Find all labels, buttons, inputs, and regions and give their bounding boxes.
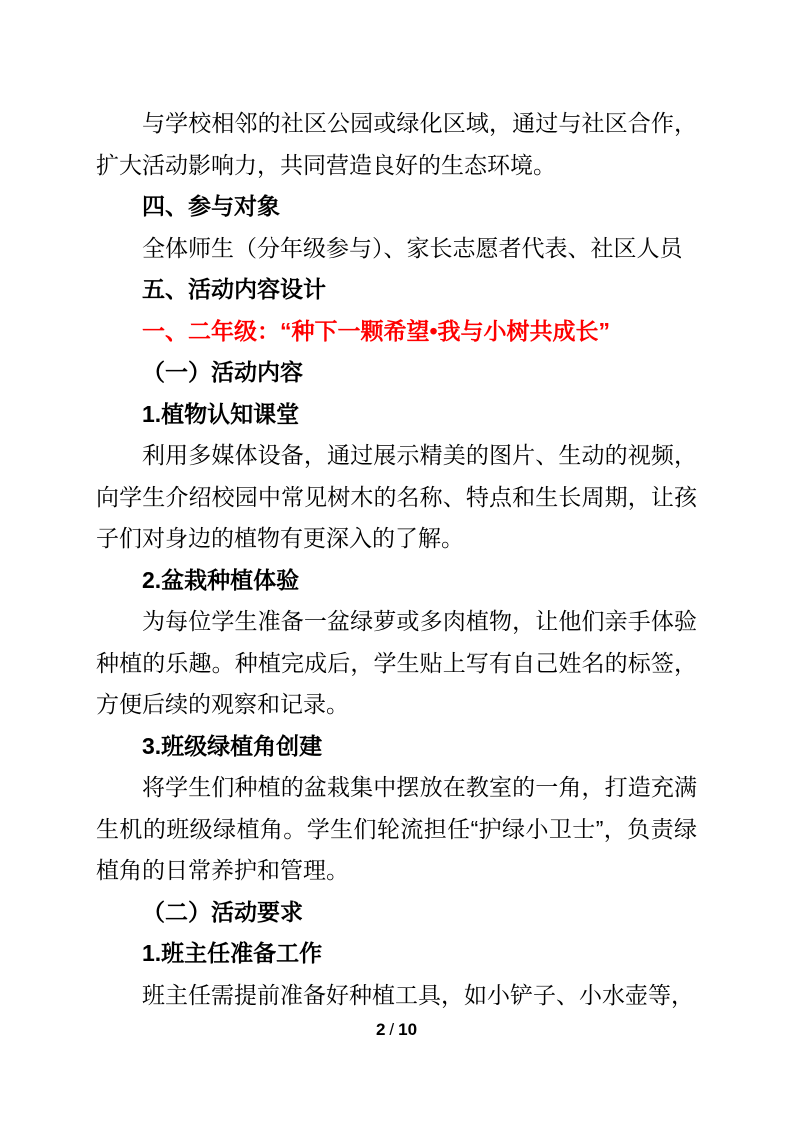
heading-sub-activity-requirements: （二）活动要求 [142,898,303,925]
paragraph-plant-class: 利用多媒体设备，通过展示精美的图片、生动的视频，向学生介绍校园中常见树木的名称、特点和生长周期，让孩子们对身边的植物有更深入的了解。 [96,442,697,551]
paragraph-participants: 全体师生（分年级参与）、家长志愿者代表、社区人员 [142,234,683,261]
document-content [96,103,697,1016]
page-number-separator: / [389,1020,395,1039]
heading-item-plant-class: 1.植物认知课堂 [142,400,300,427]
paragraph-community-cooperation: 与学校相邻的社区公园或绿化区域，通过与社区合作，扩大活动影响力，共同营造良好的生态环境。 [96,110,697,178]
heading-item-teacher-preparation: 1.班主任准备工作 [142,940,323,966]
heading-item-green-corner: 3.班级绿植角创建 [142,732,323,759]
heading-section-participants: 四、参与对象 [142,193,280,219]
page-number-total: 10 [398,1020,418,1039]
page-footer [0,1017,793,1043]
heading-section-activity-design: 五、活动内容设计 [142,276,326,302]
heading-item-potting-experience: 2.盆栽种植体验 [142,566,300,593]
paragraph-green-corner: 将学生们种植的盆栽集中摆放在教室的一角，打造充满生机的班级绿植角。学生们轮流担任“护绿小卫士”，负责绿植角的日常养护和管理。 [96,774,697,883]
paragraph-teacher-preparation: 班主任需提前准备好种植工具，如小铲子、小水壶等， [142,981,694,1008]
heading-grade12-theme: 一、二年级：“种下一颗希望•我与小树共成长” [142,317,611,344]
paragraph-potting-experience: 为每位学生准备一盆绿萝或多肉植物，让他们亲手体验种植的乐趣。种植完成后，学生贴上写有自己姓名的标签，方便后续的观察和记录。 [96,608,697,717]
page-number-current: 2 [375,1020,386,1039]
heading-sub-activity-content: （一）活动内容 [142,359,303,385]
